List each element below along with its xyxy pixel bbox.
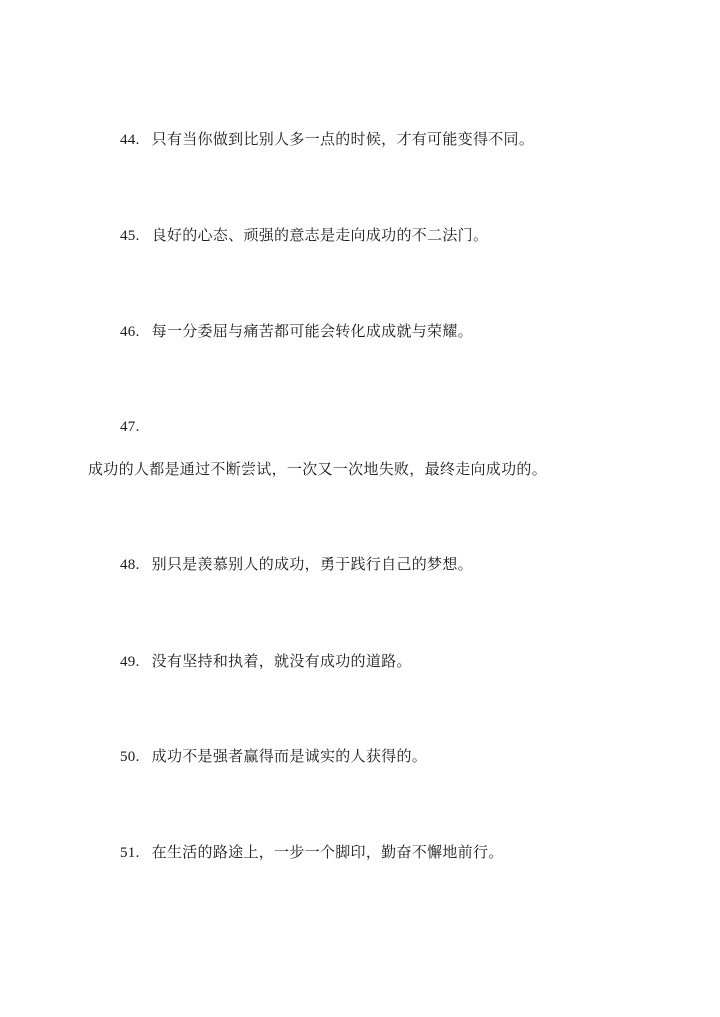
quote-number: 45. <box>120 228 140 244</box>
quote-item-49 <box>120 651 412 672</box>
quote-text: 成功不是强者赢得而是诚实的人获得的。 <box>151 747 428 765</box>
quote-number: 50. <box>120 749 140 765</box>
quote-number: 46. <box>120 324 140 340</box>
quote-item-46 <box>120 321 473 342</box>
quote-text: 良好的心态、顽强的意志是走向成功的不二法门。 <box>151 226 489 244</box>
quote-number: 48. <box>120 557 140 573</box>
quote-text: 只有当你做到比别人多一点的时候，才有可能变得不同。 <box>151 130 535 148</box>
quote-item-47-number-line <box>120 416 152 437</box>
quote-item-45 <box>120 225 488 246</box>
quote-item-47-text-line <box>88 459 547 479</box>
quote-text: 在生活的路途上，一步一个脚印，勤奋不懈地前行。 <box>151 843 504 861</box>
quote-number: 44. <box>120 132 140 148</box>
quote-number: 47. <box>120 419 140 435</box>
quote-number: 51. <box>120 845 140 861</box>
quote-text: 成功的人都是通过不断尝试，一次又一次地失败，最终走向成功的。 <box>88 460 548 478</box>
quote-number: 49. <box>120 654 140 670</box>
quote-text: 没有坚持和执着，就没有成功的道路。 <box>151 652 412 670</box>
quote-item-51 <box>120 842 504 863</box>
quote-text: 别只是羡慕别人的成功，勇于践行自己的梦想。 <box>151 555 473 573</box>
quote-text: 每一分委屈与痛苦都可能会转化成成就与荣耀。 <box>151 322 473 340</box>
quote-item-50 <box>120 746 427 767</box>
quote-item-48 <box>120 554 473 575</box>
quote-item-44 <box>120 129 534 150</box>
